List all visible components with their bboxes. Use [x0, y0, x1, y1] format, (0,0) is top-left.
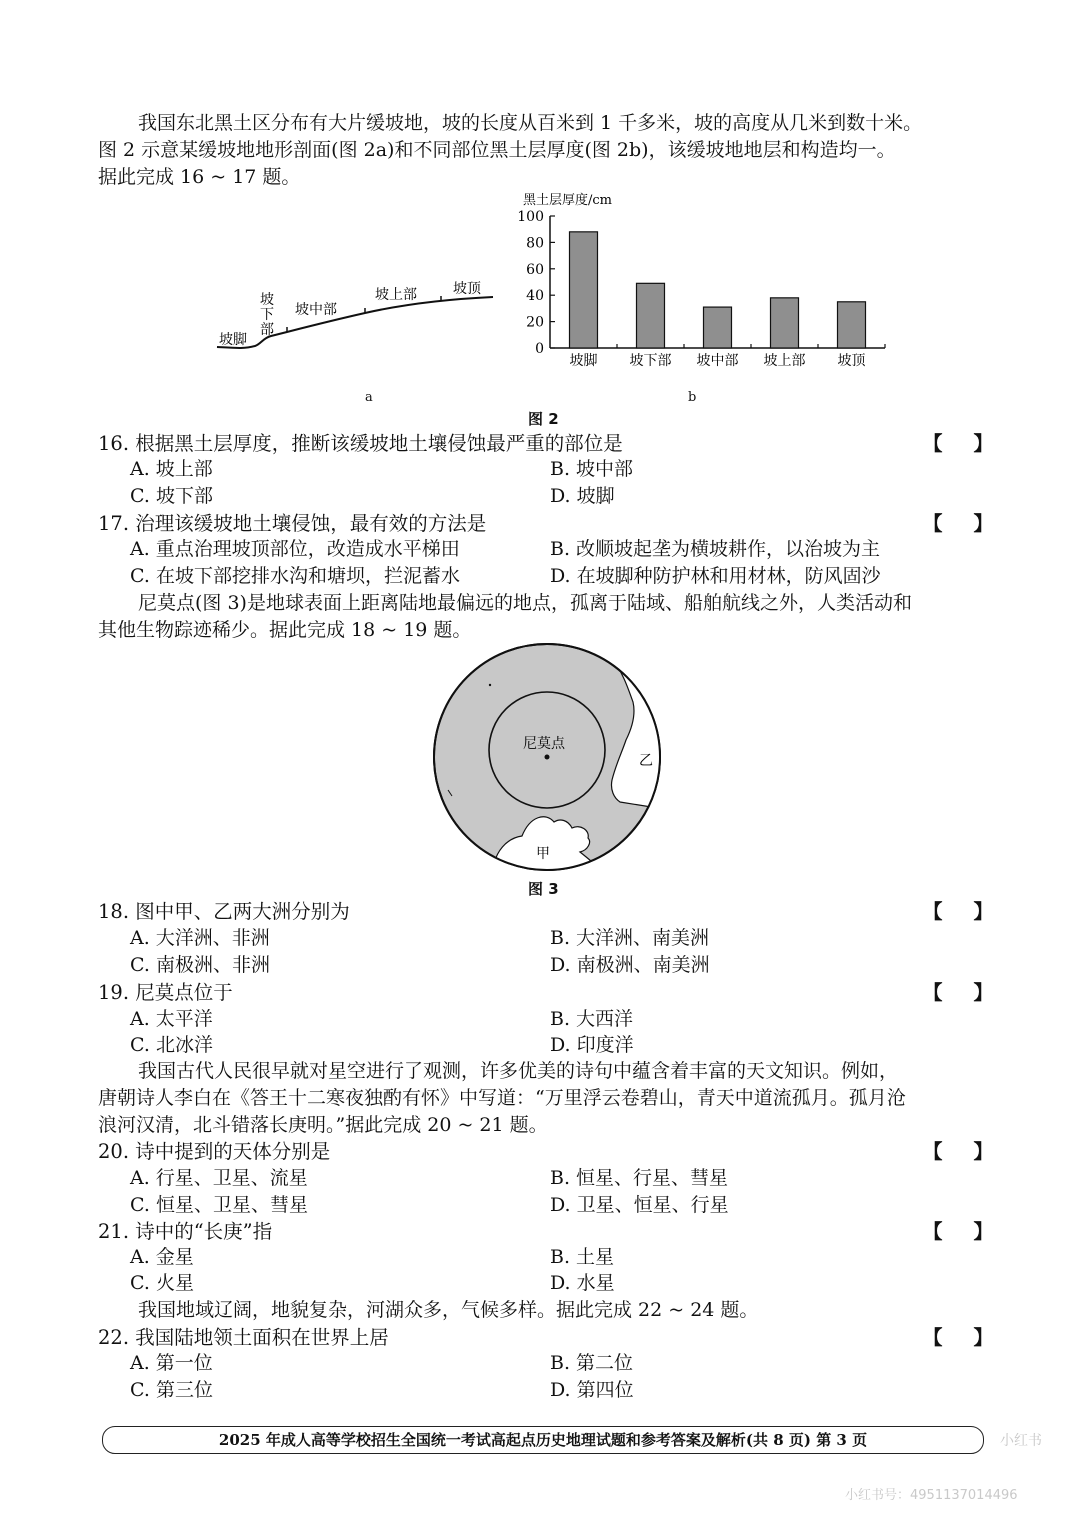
option-c: C. 火星	[130, 1272, 194, 1294]
option-b: B. 大洋洲、南美洲	[550, 927, 710, 949]
question-stem: 20. 诗中提到的天体分别是	[98, 1140, 331, 1163]
intro-passage-20-21	[98, 1058, 993, 1139]
bracket-right: 】	[973, 1326, 993, 1349]
bracket-left: 【	[923, 981, 943, 1004]
bar-2	[637, 283, 665, 348]
question-21	[98, 1218, 993, 1245]
option-d: D. 坡脚	[550, 485, 615, 507]
figure-3-caption: 图 3	[528, 880, 559, 898]
option-b: B. 第二位	[550, 1352, 634, 1374]
option-c: C. 南极洲、非洲	[130, 954, 270, 976]
bar-3	[704, 307, 732, 348]
option-d: D. 印度洋	[550, 1034, 634, 1056]
option-d: D. 第四位	[550, 1379, 634, 1401]
y-tick-label: 40	[526, 288, 544, 305]
option-c: C. 在坡下部挖排水沟和塘坝，拦泥蓄水	[130, 565, 460, 587]
question-stem: 16. 根据黑土层厚度，推断该缓坡地土壤侵蚀最严重的部位是	[98, 432, 623, 455]
option-b: B. 恒星、行星、彗星	[550, 1167, 729, 1189]
bracket-right: 】	[973, 981, 993, 1004]
bar-1	[570, 232, 598, 348]
answer-bracket[interactable]	[923, 510, 993, 537]
option-d: D. 在坡脚种防护林和用材林，防风固沙	[550, 565, 881, 587]
sublabel-a: a	[365, 390, 373, 405]
intro-line: 我国古代人民很早就对星空进行了观测，许多优美的诗句中蕴含着丰富的天文知识。例如，	[138, 1060, 899, 1082]
sublabel-b: b	[688, 390, 697, 405]
option-d: D. 水星	[550, 1272, 615, 1294]
watermark-id: 小红书号：4951137014496	[845, 1488, 1018, 1503]
intro-line: 我国东北黑土区分布有大片缓坡地，坡的长度从百米到 1 千多米，坡的高度从几米到数十米。	[138, 112, 923, 134]
option-d: D. 卫星、恒星、行星	[550, 1194, 729, 1216]
question-18	[98, 898, 993, 925]
answer-bracket[interactable]	[923, 979, 993, 1006]
y-tick-label: 20	[526, 314, 544, 331]
bar-5	[838, 302, 866, 348]
point-nemo-dot	[545, 755, 550, 760]
option-a: A. 第一位	[130, 1352, 213, 1374]
bracket-left: 【	[923, 1326, 943, 1349]
bracket-right: 】	[973, 512, 993, 535]
intro-line: 其他生物踪迹稀少。据此完成 18 ~ 19 题。	[98, 619, 472, 641]
question-stem: 18. 图中甲、乙两大洲分别为	[98, 900, 350, 923]
label-slope-top: 坡顶	[453, 281, 481, 297]
y-tick-label: 80	[526, 235, 544, 252]
label-slope-foot: 坡脚	[219, 332, 247, 348]
label-slope-lower: 部	[260, 322, 274, 338]
y-tick-label: 60	[526, 261, 544, 278]
bar-4	[771, 298, 799, 348]
x-tick-label: 坡中部	[696, 353, 739, 369]
point-nemo-label: 尼莫点	[523, 736, 565, 752]
option-c: C. 坡下部	[130, 485, 213, 507]
option-d: D. 南极洲、南美洲	[550, 954, 710, 976]
answer-bracket[interactable]	[923, 430, 993, 457]
intro-passage-16-17	[98, 110, 993, 191]
question-16	[98, 430, 993, 457]
answer-bracket[interactable]	[923, 898, 993, 925]
question-22	[98, 1324, 993, 1351]
label-jia: 甲	[536, 846, 550, 862]
option-a: A. 金星	[130, 1246, 194, 1268]
option-a: A. 大洋洲、非洲	[130, 927, 270, 949]
intro-passage-18-19	[98, 590, 993, 644]
y-tick-label: 0	[535, 341, 544, 357]
y-tick-label: 100	[517, 209, 544, 225]
x-tick-label: 坡脚	[569, 353, 598, 369]
bracket-left: 【	[923, 1140, 943, 1163]
intro-passage-22-24	[98, 1297, 993, 1324]
answer-bracket[interactable]	[923, 1218, 993, 1245]
label-yi: 乙	[639, 753, 653, 769]
intro-line: 我国地域辽阔，地貌复杂，河湖众多，气候多样。据此完成 22 ~ 24 题。	[138, 1299, 759, 1321]
option-b: B. 大西洋	[550, 1008, 634, 1030]
figure-3-point-nemo-map	[430, 640, 665, 875]
option-c: C. 第三位	[130, 1379, 213, 1401]
label-slope-middle: 坡中部	[295, 302, 337, 318]
answer-bracket[interactable]	[923, 1138, 993, 1165]
x-tick-label: 坡上部	[763, 353, 806, 369]
question-stem: 17. 治理该缓坡地土壤侵蚀，最有效的方法是	[98, 512, 487, 535]
chart-bars	[570, 232, 866, 348]
bracket-right: 】	[973, 432, 993, 455]
question-stem: 22. 我国陆地领土面积在世界上居	[98, 1326, 389, 1349]
intro-line: 浪河汉清，北斗错落长庚明。”据此完成 20 ~ 21 题。	[98, 1114, 548, 1136]
watermark-logo: 小红书	[1000, 1433, 1042, 1449]
figure-2-caption: 图 2	[528, 410, 559, 428]
question-stem: 21. 诗中的“长庚”指	[98, 1220, 273, 1243]
bracket-right: 】	[973, 1140, 993, 1163]
intro-line: 图 2 示意某缓坡地地形剖面(图 2a)和不同部位黑土层厚度(图 2b)，该缓坡地地层和构造均一。	[98, 139, 896, 161]
label-slope-lower: 坡	[260, 292, 274, 308]
label-slope-lower: 下	[260, 307, 274, 323]
option-a: A. 太平洋	[130, 1008, 213, 1030]
bracket-right: 】	[973, 900, 993, 923]
intro-line: 尼莫点(图 3)是地球表面上距离陆地最偏远的地点，孤离于陆域、船舶航线之外，人类活动和	[138, 592, 912, 614]
option-a: A. 坡上部	[130, 458, 213, 480]
figure-2a-slope-profile	[205, 280, 505, 360]
x-tick-label: 坡顶	[837, 353, 866, 369]
bracket-left: 【	[923, 900, 943, 923]
figure-2b-bar-chart	[505, 188, 890, 380]
option-b: B. 改顺坡起垄为横坡耕作，以治坡为主	[550, 538, 881, 560]
bracket-left: 【	[923, 1220, 943, 1243]
answer-bracket[interactable]	[923, 1324, 993, 1351]
intro-line: 据此完成 16 ~ 17 题。	[98, 166, 301, 188]
option-c: C. 北冰洋	[130, 1034, 213, 1056]
option-b: B. 土星	[550, 1246, 615, 1268]
question-stem: 19. 尼莫点位于	[98, 981, 233, 1004]
question-19	[98, 979, 993, 1006]
option-a: A. 重点治理坡顶部位，改造成水平梯田	[130, 538, 460, 560]
chart-ylabel: 黑土层厚度/cm	[523, 193, 612, 208]
question-20	[98, 1138, 993, 1165]
question-17	[98, 510, 993, 537]
page-footer: 2025 年成人高等学校招生全国统一考试高起点历史地理试题和参考答案及解析(共 8 页) 第 3 页	[102, 1426, 984, 1454]
bracket-left: 【	[923, 512, 943, 535]
option-a: A. 行星、卫星、流星	[130, 1167, 308, 1189]
label-slope-upper: 坡上部	[375, 287, 417, 303]
option-c: C. 恒星、卫星、彗星	[130, 1194, 308, 1216]
x-tick-label: 坡下部	[629, 353, 672, 369]
bracket-right: 】	[973, 1220, 993, 1243]
intro-line: 唐朝诗人李白在《答王十二寒夜独酌有怀》中写道：“万里浮云卷碧山，青天中道流孤月。孤月沧	[98, 1087, 906, 1109]
option-b: B. 坡中部	[550, 458, 634, 480]
bracket-left: 【	[923, 432, 943, 455]
